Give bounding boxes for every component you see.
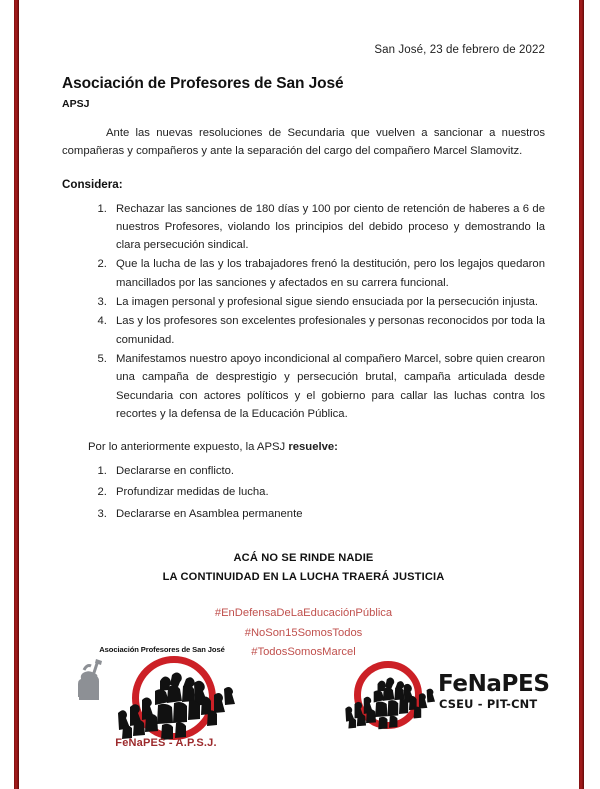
- dateline: San José, 23 de febrero de 2022: [374, 44, 545, 56]
- fenapes-crowd-ring: [330, 659, 445, 739]
- fenapes-subtitle: CSEU - PIT-CNT: [439, 697, 538, 711]
- considera-list: [62, 200, 545, 424]
- organization-title: Asociación de Profesores de San José: [62, 75, 344, 92]
- apsj-logo-caption-bottom: FeNaPES - A.P.S.J.: [115, 737, 217, 749]
- slogan-line-2: LA CONTINUIDAD EN LA LUCHA TRAERÁ JUSTICIA: [162, 571, 445, 584]
- list-item: 3. Declararse en Asamblea permanente: [110, 505, 545, 523]
- apsj-logo: [62, 645, 258, 755]
- list-item: 2. Profundizar medidas de lucha.: [110, 483, 545, 501]
- apsj-logo-caption-top: Asociación Profesores de San José: [99, 645, 225, 654]
- hashtag: #NoSon15SomosTodos: [244, 626, 363, 639]
- crowd-silhouette-icon: [330, 659, 445, 739]
- list-item: 3. La imagen personal y profesional sigue siendo ensuciada por la persecución injusta.: [110, 293, 545, 311]
- hashtag: #TodosSomosMarcel: [251, 646, 356, 659]
- intro-paragraph: Ante las nuevas resoluciones de Secundaria que vuelven a sancionar a nuestros compañeras y compañeros y ante la separación del cargo del compañero Marcel Slamovitz.: [62, 127, 545, 158]
- document-content: [62, 0, 545, 663]
- resuelve-line-emphasis: resuelve:: [288, 441, 338, 454]
- apsj-crowd-ring: [98, 653, 248, 748]
- resuelve-line: [62, 441, 545, 453]
- slogan-line-1: ACÁ NO SE RINDE NADIE: [233, 552, 374, 565]
- resuelve-line-prefix: Por lo anteriormente expuesto, la APSJ: [88, 441, 289, 454]
- hashtag: #EnDefensaDeLaEducaciónPública: [214, 607, 393, 620]
- considera-heading: Considera:: [62, 177, 123, 191]
- list-item: 1. Rechazar las sanciones de 180 días y 100 por ciento de retención de haberes a 6 de nuestros Profesores, violando los principios del debido proceso y demostrando la clara persecución sindical.: [110, 200, 545, 255]
- list-item: 1. Declararse en conflicto.: [110, 462, 545, 480]
- crowd-silhouette-icon: [98, 653, 248, 748]
- fenapes-wordmark: FeNaPES: [438, 671, 550, 697]
- slogan-block: [62, 549, 545, 587]
- fenapes-logo: [330, 653, 560, 748]
- list-item: 4. Las y los profesores son excelentes profesionales y personas reconocidos por toda la comunidad.: [110, 312, 545, 349]
- list-item: 5. Manifestamos nuestro apoyo incondicional al compañero Marcel, sobre quien crearon una campaña de desprestigio y persecución brutal, campaña articulada desde Secundaria con actores políticos y el gobierno para callar las luchas contra los recortes y la defensa de la Educación Pública.: [110, 350, 545, 423]
- resuelve-list: [62, 462, 545, 523]
- list-item: 2. Que la lucha de las y los trabajadores frenó la destitución, pero los legajos quedaron mancillados por las sanciones y afectados en su carrera funcional.: [110, 255, 545, 292]
- organization-abbreviation: APSJ: [62, 98, 90, 110]
- logo-row: [0, 645, 600, 760]
